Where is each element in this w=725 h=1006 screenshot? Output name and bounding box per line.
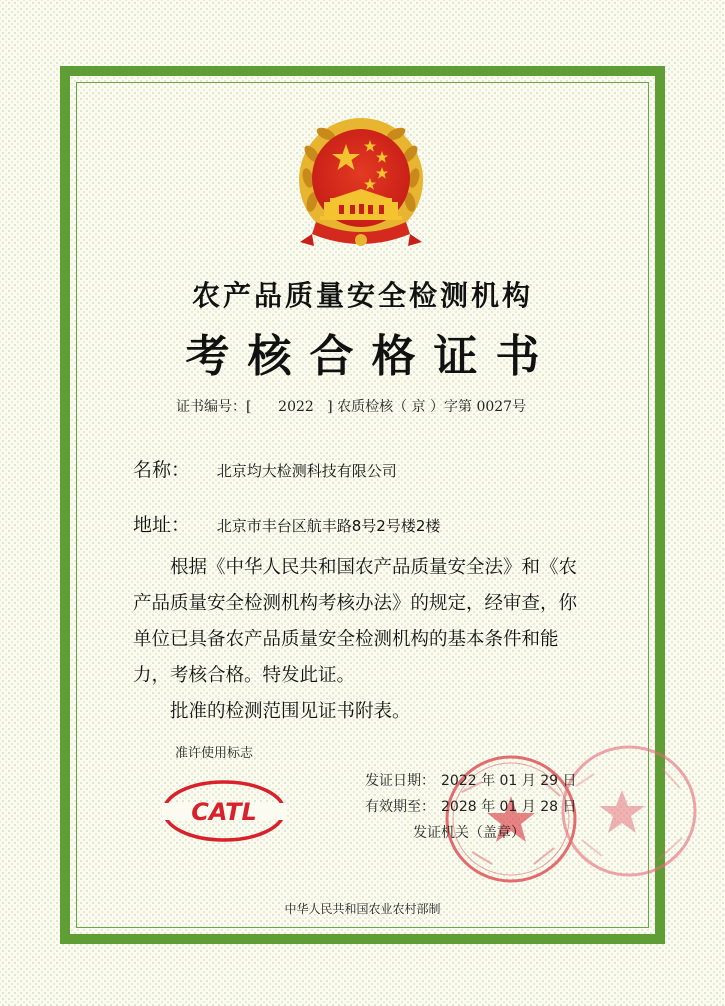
national-emblem-icon [294,118,429,258]
name-row [133,455,397,482]
body-paragraph-1: 根据《中华人民共和国农产品质量安全法》和《农产品质量安全检测机构考核办法》的规定，经审查，你单位已具备农产品质量安全检测机构的基本条件和能力，考核合格。特发此证。 [133,557,578,686]
cert-number-suffix: ）字第 0027号 [430,399,527,415]
address-label: 地址： [133,514,191,536]
certificate-title: 农产品质量安全检测机构 [191,279,533,312]
issuer-footer: 中华人民共和国农业农村部制 [284,902,441,916]
address-row [133,510,440,537]
issue-date-row [365,768,577,794]
cert-number-region: 京 [411,399,426,415]
catl-logo [160,778,288,844]
valid-until-value: 2028 年 01 月 28 日 [441,799,577,815]
issuer-row: 发证机关（盖章） [413,825,525,841]
issue-date-value: 2022 年 01 月 29 日 [441,773,577,789]
name-label: 名称： [133,459,191,481]
logo-label: 准许使用标志 [175,746,254,761]
valid-until-label: 有效期至： [365,799,435,815]
certificate-subtitle: 考核合格证书 [185,331,558,382]
name-value: 北京均大检测科技有限公司 [216,462,397,480]
certificate-body [133,550,593,730]
cert-number-middle: ] 农质检核（ [327,399,408,415]
dates-block [365,768,577,846]
official-seal-pink [558,742,700,880]
catl-logo-text: CATL [191,798,257,826]
certificate-number [176,396,526,416]
cert-number-prefix: 证书编号：[ [176,399,252,415]
address-value: 北京市丰台区航丰路8号2号楼2楼 [216,517,441,535]
cert-number-year: 2022 [278,399,314,415]
issue-date-label: 发证日期： [365,773,435,789]
valid-until-row [365,794,577,820]
body-paragraph-2: 批准的检测范围见证书附表。 [170,701,411,722]
